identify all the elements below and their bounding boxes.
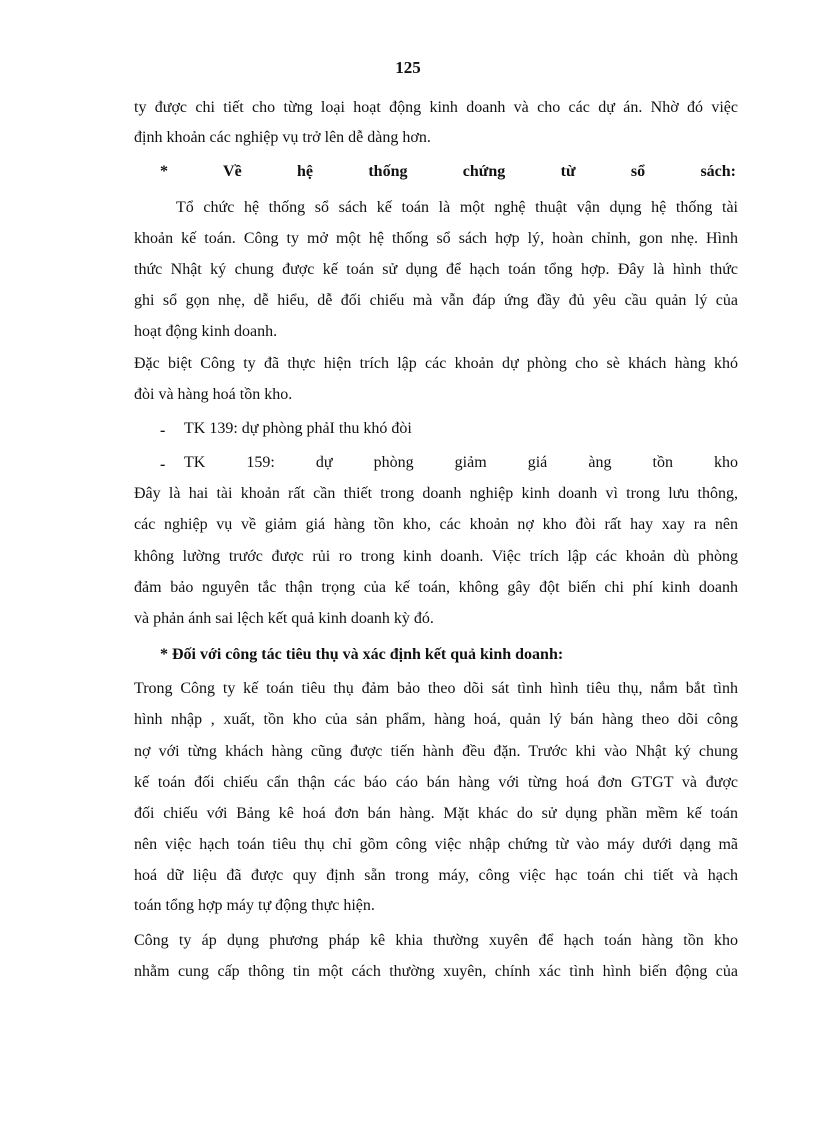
- text-line: ghi sổ gọn nhẹ, dễ hiểu, dễ đối chiếu mà vẫn đáp ứng đầy đủ yêu cầu quản lý của: [134, 292, 738, 309]
- text-line: đảm bảo nguyên tắc thận trọng của kế toán, không gây đột biến chi phí kinh doanh: [134, 579, 738, 596]
- text-line: thức Nhật ký chung được kế toán sử dụng để hạch toán tổng hợp. Đây là hình thức: [134, 261, 738, 278]
- text-line: đòi và hàng hoá tồn kho.: [134, 386, 293, 403]
- bullet-item: TK 159: dự phòng giảm giá àng tồn kho: [184, 454, 738, 471]
- text-line: hình nhập , xuất, tồn kho của sản phẩm, hàng hoá, quản lý bán hàng theo dõi công: [134, 711, 738, 728]
- bullet-marker: -: [160, 456, 166, 473]
- text-line: Tổ chức hệ thống sổ sách kế toán là một nghệ thuật vận dụng hệ thống tài: [176, 199, 738, 216]
- text-line: không lường trước được rủi ro trong kinh doanh. Việc trích lập các khoản dù phòng: [134, 548, 738, 565]
- text-line: Đây là hai tài khoản rất cần thiết trong doanh nghiệp kinh doanh vì trong lưu thông,: [134, 485, 738, 502]
- text-line: Công ty áp dụng phương pháp kê khia thường xuyên để hạch toán hàng tồn kho: [134, 932, 738, 949]
- text-line: Đặc biệt Công ty đã thực hiện trích lập các khoản dự phòng cho sè khách hàng khó: [134, 355, 738, 372]
- text-line: hoạt động kinh doanh.: [134, 323, 278, 340]
- text-line: Trong Công ty kế toán tiêu thụ đảm bảo theo dõi sát tình hình tiêu thụ, nắm bắt tình: [134, 680, 738, 697]
- text-line: hoá dữ liệu đã được quy định sẵn trong máy, công việc hạc toán chi tiết và hạch: [134, 867, 738, 884]
- text-line: nợ với từng khách hàng cũng được tiến hành đều đặn. Trước khi vào Nhật ký chung: [134, 743, 738, 760]
- text-line: nên việc hạch toán tiêu thụ chỉ gồm công việc nhập chứng từ vào máy dưới dạng mã: [134, 836, 738, 853]
- text-line: toán tổng hợp máy tự động thực hiện.: [134, 897, 375, 914]
- section-heading: * Về hệ thống chứng từ sổ sách:: [160, 163, 736, 180]
- page-number: 125: [395, 58, 421, 77]
- text-line: ty được chi tiết cho từng loại hoạt động kinh doanh và cho các dự án. Nhờ đó việc: [134, 99, 738, 116]
- bullet-item: TK 139: dự phòng phảI thu khó đòi: [184, 420, 412, 437]
- bullet-marker: -: [160, 422, 166, 439]
- text-line: và phản ánh sai lệch kết quả kinh doanh kỳ đó.: [134, 610, 434, 627]
- text-line: các nghiệp vụ về giảm giá hàng tồn kho, các khoản nợ kho đòi rất hay xay ra nên: [134, 516, 738, 533]
- text-line: nhằm cung cấp thông tin một cách thường xuyên, chính xác tình hình biến động của: [134, 963, 738, 980]
- text-line: đối chiếu với Bảng kê hoá đơn bán hàng. Mặt khác do sử dụng phần mềm kế toán: [134, 805, 738, 822]
- text-line: định khoản các nghiệp vụ trở lên dễ dàng hơn.: [134, 129, 431, 146]
- text-line: khoản kế toán. Công ty mở một hệ thống sổ sách hợp lý, hoàn chỉnh, gon nhẹ. Hình: [134, 230, 738, 247]
- section-heading: * Đối với công tác tiêu thụ và xác định kết quả kinh doanh:: [160, 646, 564, 663]
- text-line: kế toán đối chiếu cẩn thận các báo cáo bán hàng với từng hoá đơn GTGT và được: [134, 774, 738, 791]
